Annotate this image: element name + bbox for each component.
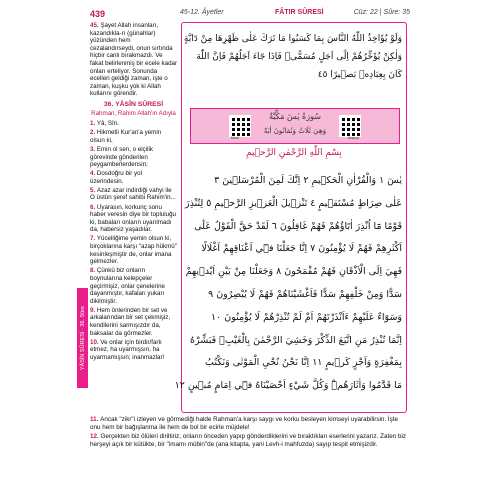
page-header (180, 9, 410, 21)
translation-verse (90, 204, 177, 234)
footnote (90, 433, 410, 448)
translation-verse (90, 146, 177, 169)
sura-banner (190, 108, 400, 144)
juz-sura-info: Cüz: 22 | Sûre: 35 (353, 9, 410, 16)
footnotes (90, 416, 410, 450)
arabic-line: قَوْمًا مَٓا اُنْذِرَ اٰبَٓاؤُهُمْ فَهُمْ غَافِلُونَ ٦ لَقَدْ حَقَّ الْقَوْلُ عَلٰٓى (194, 220, 402, 232)
sura-side-tab-label: YÂSÎN SÛRESİ · 36. Sûre (79, 305, 86, 371)
arabic-line: اِنَّمَا تُنْذِرُ مَنِ اتَّبَعَ الذِّكْرَ وَخَشِيَ الرَّحْمٰنَ بِالْغَيْبِۚ فَبَشِّرْهُ (190, 334, 402, 346)
verse-number: 8. (90, 267, 97, 275)
translation-verse (90, 22, 177, 98)
verse-text: Azaz azar indirdiği vahyi ile O üstün şeref sahibi Rahim'in... (90, 186, 176, 202)
verse-number: 7. (90, 235, 97, 243)
translation-verse (90, 339, 177, 362)
verse-number: 9. (90, 306, 97, 314)
arabic-line: وَلَوْ يُؤَاخِذُ اللّٰهُ النَّاسَ بِمَا كَسَبُوا مَا تَرَكَ عَلٰى ظَهْرِهَا مِنْ دَٓابَّةٍ (183, 34, 402, 44)
verse-number: 2. (90, 129, 97, 137)
arabic-main-block (174, 170, 402, 412)
sura-heading (90, 101, 177, 109)
sura-subheading (90, 110, 177, 118)
arabic-line: عَلٰى صِرَاطٍ مُسْتَق۪يمٍ ٤ تَنْز۪يلَ الْعَز۪يزِ الرَّح۪يمِ ٥ لِتُنْذِرَ (185, 197, 402, 209)
translation-verse (90, 235, 177, 265)
translation-verse (90, 307, 177, 337)
verse-text: Hem önlerinden bir set ve arkalarından bir set çekmişiz, kendilerini sarmışızdır da, baksalar da görmezler. (90, 306, 171, 337)
verse-number: 4. (90, 170, 97, 178)
verse-text: Yücelliğime yemin olsun ki, birçoklarına karşı "azap hükmü" kesinleşmiştir de, onlar imana gelmezler. (90, 235, 177, 266)
verse-text: Uyarasın, korkunç sonu haber veresin diye bir topluluğu ki, babaları onların uyarılmadı da, habersiz yaşadılar. (90, 203, 176, 234)
arabic-line: اَكْثَرِهِمْ فَهُمْ لَا يُؤْمِنُونَ ٧ اِنَّا جَعَلْنَا ف۪ٓي اَعْنَاقِهِمْ اَغْلَالًا (201, 243, 402, 255)
arabic-top-block (183, 30, 402, 100)
footnote-number: 11. (90, 416, 101, 423)
qr-code-meal[interactable] (229, 115, 251, 137)
verse-text: Emin ol sen, o elçilik görevinde gönderilen peygamberlerdensin; (90, 145, 153, 169)
ayah-range: 45-12. Âyetler (180, 9, 224, 16)
qr-left-caption: Meal (231, 136, 239, 140)
footnote-text: Ancak "zikr"i izleyen ve görmediği halde Rahman'a karşı saygı ve korku besleyen kimseyi uyarabilirsin. İşte onu hem bir bağışlanma ile hem de bol bir ecirle müjdele! (90, 416, 399, 431)
arabic-line: مَا قَدَّمُوا وَاٰثَارَهُمْۜ وَكُلَّ شَيْءٍ اَحْصَيْنَاهُ ف۪ٓي اِمَامٍ مُب۪ينٍ ١٢ (174, 380, 402, 392)
arabic-line: فَهِيَ اِلَى الْاَذْقَانِ فَهُمْ مُقْمَحُونَ ٨ وَجَعَلْنَا مِنْ بَيْنِ اَيْد۪يهِمْ (185, 266, 402, 278)
footnote-number: 12. (90, 433, 101, 441)
verse-text: Hikmetli Kur'an'a yemin olsun ki, (90, 129, 162, 144)
verse-number: 5. (90, 186, 97, 194)
verse-text: Ve onlar için birdir/fark etmez, ha uyarmışsın, ha uyarmamışsın; inanmazlar! (90, 338, 165, 361)
verse-text: Dosdoğru bir yol üzerindesin. (90, 170, 142, 185)
arabic-line: يٰسٓ ١ وَالْقُرْاٰنِ الْحَك۪يمِ ٢ اِنَّكَ لَمِنَ الْمُرْسَل۪ينَ ٣ (214, 175, 402, 186)
arabic-line: بِمَغْفِرَةٍ وَاَجْرٍ كَر۪يمٍ ١١ اِنَّا نَحْنُ نُحْيِ الْمَوْتٰى وَنَكْتُبُ (205, 357, 402, 369)
verse-number: 6. (90, 203, 97, 211)
arabic-line: وَلٰكِنْ يُؤَخِّرُهُمْ اِلٰٓى اَجَلٍ مُسَمًّىۚ فَاِذَا جَٓاءَ اَجَلُهُمْ فَاِنَّ اللّٰهَ (196, 52, 402, 62)
arabic-line: سَدًّا وَمِنْ خَلْفِهِمْ سَدًّا فَاَغْشَيْنَاهُمْ فَهُمْ لَا يُبْصِرُونَ ٩ (208, 288, 402, 300)
qr-right-caption: Arapça (347, 136, 359, 140)
verse-text: Yâ, Sîn. (96, 120, 119, 128)
translation-verse (90, 267, 177, 305)
basmala: بِسْمِ اللّٰهِ الرَّحْمٰنِ الرَّح۪يمِ (246, 148, 342, 158)
banner-title: سُورَةُ يٰسٓ مَكِّيَّةٌ (269, 112, 321, 121)
footnote (90, 416, 410, 431)
footnote-text: Gerçekten biz ölüleri diriltiriz, onların önceden yapıp gönderdiklerini ve bıraktıkları eserlerini yazarız. Zaten biz herşeyi açık bir kütükte, bir "imamı mübin"de (ana kitapta, yani Levh-i mahfuzda) sayıp tespit etmişizdir. (90, 433, 407, 448)
qr-code-arabic[interactable] (339, 115, 361, 137)
arabic-line: كَانَ بِعِبَادِه۪ بَص۪يرًا ٤٥ (317, 70, 402, 80)
verse-text: Çünkü biz onların boynularına kelepçeler geçirmişiz, onlar çenelerine dayanmıştır, kafaları yukarı dikilmiştir. (90, 267, 165, 305)
translation-column (90, 22, 177, 410)
verse-text: Şayet Allah insanları, kazandıkla-rı (günahlar) yüzünden hem cezalandırseydi, onun sırtında hiçbir canlı bırakmazdı. Ve fakat belirlenmiş bir ecele kadar onları erteliyor. Sonunda ecelleri geldiği zaman, işte o zaman, kuşku yok ki Allah kullarını görendir. (90, 22, 178, 98)
translation-verse (90, 129, 177, 144)
translation-verse (90, 187, 177, 202)
translation-verse (90, 120, 177, 128)
banner-subtitle: وَهِيَ ثَلَاثٌ وَثَمَانُونَ اٰيَةً (263, 127, 327, 135)
verse-number: 10. (90, 338, 101, 346)
translation-verse (90, 170, 177, 185)
verse-number: 45. (90, 22, 101, 29)
arabic-line: وَسَوَٓاءٌ عَلَيْهِمْ ءَاَنْذَرْتَهُمْ اَمْ لَمْ تُنْذِرْهُمْ لَا يُؤْمِنُونَ ١٠ (211, 311, 402, 323)
verse-text: Rahman, Rahim Allah'ın Adıyla (91, 109, 176, 117)
sura-side-tab[interactable] (77, 288, 88, 388)
verse-text: 36. YÂSÎN SÛRESİ (103, 100, 164, 108)
page-number: 439 (90, 9, 106, 19)
verse-number: 3. (90, 145, 97, 153)
verse-number: 1. (90, 120, 97, 128)
sura-name-header: FÂTIR SÛRESİ (275, 9, 324, 16)
